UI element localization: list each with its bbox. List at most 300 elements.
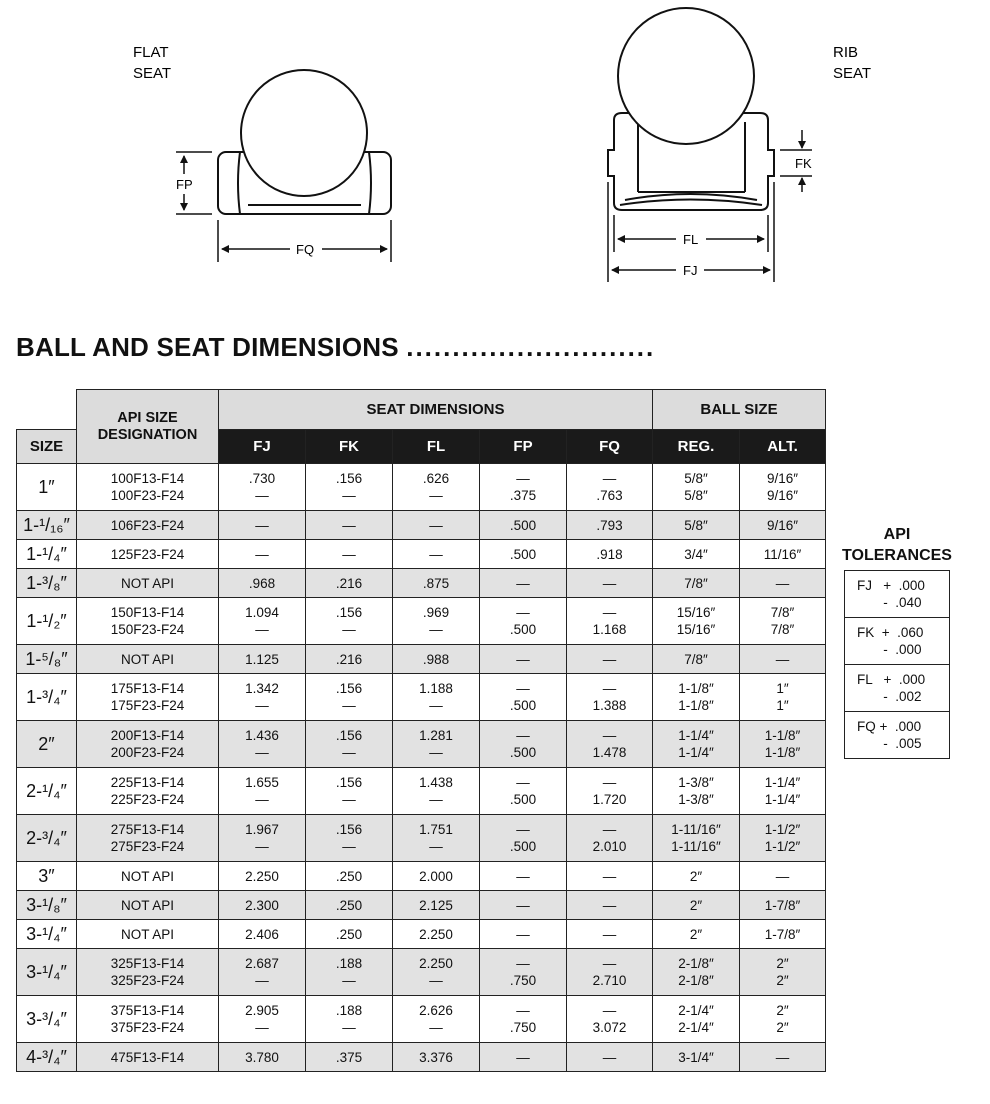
api-cell xyxy=(77,768,219,815)
alt-value: — xyxy=(775,651,790,667)
fk-value: .156 xyxy=(335,471,363,486)
size-cell: 3-¹/₄″ xyxy=(17,949,77,996)
api-value: NOT API xyxy=(120,926,175,942)
fq-cell xyxy=(567,511,653,540)
tolerances-title xyxy=(840,524,954,566)
reg-cell xyxy=(653,768,740,815)
fp-value: .500 xyxy=(509,839,537,854)
reg-value: 1-3/8″ xyxy=(678,792,714,807)
fp-cell xyxy=(480,598,567,645)
fq-value: 1.478 xyxy=(592,745,627,760)
fk-cell xyxy=(306,598,393,645)
size-cell: 2″ xyxy=(17,721,77,768)
reg-value: 15/16″ xyxy=(676,605,716,620)
fj-cell xyxy=(219,569,306,598)
alt-cell xyxy=(740,511,826,540)
fl-value: — xyxy=(429,488,443,503)
fp-cell xyxy=(480,996,567,1043)
fq-cell xyxy=(567,721,653,768)
fl-value: — xyxy=(429,622,443,637)
alt-value: 1-1/2″ xyxy=(764,839,801,854)
tolerance-line: FK + .060 xyxy=(857,625,924,640)
fp-value: .500 xyxy=(509,698,537,713)
fj-value: 2.687 xyxy=(245,956,279,971)
header-api-designation xyxy=(77,390,219,464)
fj-value: 1.342 xyxy=(245,681,279,696)
fj-value: .730 xyxy=(248,471,276,486)
flat-seat-label-line1: FLAT xyxy=(133,44,169,61)
tolerance-line: - .040 xyxy=(857,595,922,610)
fq-cell xyxy=(567,949,653,996)
tolerance-line: - .005 xyxy=(857,736,922,751)
api-cell xyxy=(77,1043,219,1072)
fp-value: — xyxy=(516,926,530,942)
flat-seat-drawing xyxy=(218,70,391,214)
fk-cell xyxy=(306,862,393,891)
api-value: 150F13-F14 xyxy=(110,605,185,620)
fp-value: .500 xyxy=(509,792,537,807)
reg-value: 7/8″ xyxy=(684,651,708,667)
api-value: 175F23-F24 xyxy=(110,698,185,713)
fp-value: — xyxy=(516,868,530,884)
fp-cell xyxy=(480,891,567,920)
fj-cell xyxy=(219,815,306,862)
size-cell: 1-³/₈″ xyxy=(17,569,77,598)
fk-value: .156 xyxy=(335,728,363,743)
fq-value: — xyxy=(602,681,617,696)
fq-value: .793 xyxy=(596,517,623,533)
alt-value: 1″ xyxy=(776,698,789,713)
fj-value: 1.094 xyxy=(245,605,279,620)
header-fj: FJ xyxy=(219,430,306,464)
fk-cell xyxy=(306,996,393,1043)
fj-value: 2.250 xyxy=(245,868,279,884)
fl-value: — xyxy=(429,839,443,854)
fq-cell xyxy=(567,891,653,920)
fq-value: — xyxy=(602,926,617,942)
header-size: SIZE xyxy=(17,430,77,464)
reg-value: 2-1/8″ xyxy=(678,973,714,988)
fp-cell xyxy=(480,511,567,540)
fk-value: — xyxy=(342,517,356,533)
fk-cell xyxy=(306,569,393,598)
alt-value: 2″ xyxy=(776,973,789,988)
size-cell: 3-³/₄″ xyxy=(17,996,77,1043)
table-row xyxy=(17,598,826,645)
fl-value: — xyxy=(429,792,443,807)
fp-value: — xyxy=(516,775,530,790)
reg-cell xyxy=(653,540,740,569)
size-cell: 1-³/₄″ xyxy=(17,674,77,721)
alt-cell xyxy=(740,815,826,862)
fp-value: — xyxy=(516,897,530,913)
fl-value: .969 xyxy=(422,605,450,620)
api-cell xyxy=(77,815,219,862)
fl-value: — xyxy=(429,1020,443,1035)
fp-value: — xyxy=(516,956,530,971)
fq-value: .918 xyxy=(596,546,623,562)
reg-value: 1-11/16″ xyxy=(671,822,721,837)
fl-value: .875 xyxy=(422,575,450,591)
fp-value: .500 xyxy=(509,546,537,562)
alt-value: 2″ xyxy=(776,956,789,971)
fl-value: 1.281 xyxy=(419,728,453,743)
seat-diagram xyxy=(0,0,990,300)
fl-cell xyxy=(393,862,480,891)
fk-cell xyxy=(306,511,393,540)
fk-cell xyxy=(306,891,393,920)
fj-value: — xyxy=(255,622,269,637)
fp-cell xyxy=(480,920,567,949)
fq-cell xyxy=(567,645,653,674)
header-fl: FL xyxy=(393,430,480,464)
header-corner xyxy=(17,390,77,430)
fj-cell xyxy=(219,891,306,920)
fq-value: — xyxy=(602,956,617,971)
fp-cell xyxy=(480,674,567,721)
fk-value: .156 xyxy=(335,775,363,790)
api-cell xyxy=(77,891,219,920)
fl-value: 2.250 xyxy=(419,926,453,942)
fk-cell xyxy=(306,721,393,768)
alt-cell xyxy=(740,464,826,511)
page-title-text: BALL AND SEAT DIMENSIONS xyxy=(16,332,399,362)
api-value: NOT API xyxy=(120,575,175,591)
api-cell xyxy=(77,540,219,569)
fp-cell xyxy=(480,540,567,569)
fj-value: — xyxy=(255,839,269,854)
fl-cell xyxy=(393,721,480,768)
reg-value: 2-1/8″ xyxy=(678,956,714,971)
table-row xyxy=(17,768,826,815)
reg-value: 5/8″ xyxy=(684,488,708,503)
api-value: 200F23-F24 xyxy=(110,745,185,760)
fp-cell xyxy=(480,645,567,674)
alt-cell xyxy=(740,569,826,598)
fq-value: — xyxy=(602,728,617,743)
fl-cell xyxy=(393,768,480,815)
alt-value: 11/16″ xyxy=(763,546,802,562)
reg-cell xyxy=(653,598,740,645)
reg-value: 5/8″ xyxy=(684,471,708,486)
alt-value: 1-1/2″ xyxy=(764,822,801,837)
fq-value: 2.010 xyxy=(592,839,627,854)
alt-value: 7/8″ xyxy=(770,605,795,620)
fp-value: — xyxy=(516,1003,530,1018)
alt-value: 9/16″ xyxy=(766,517,799,533)
alt-cell xyxy=(740,540,826,569)
table-row xyxy=(17,1043,826,1072)
fj-cell xyxy=(219,1043,306,1072)
rib-seat-drawing xyxy=(608,8,774,210)
alt-cell xyxy=(740,674,826,721)
alt-cell xyxy=(740,920,826,949)
alt-cell xyxy=(740,768,826,815)
fl-cell xyxy=(393,540,480,569)
fk-value: — xyxy=(342,546,356,562)
fq-cell xyxy=(567,815,653,862)
fk-value: .156 xyxy=(335,822,363,837)
api-value: 225F13-F14 xyxy=(110,775,185,790)
tolerances-table xyxy=(844,570,950,759)
fk-value: .188 xyxy=(335,1003,363,1018)
size-cell: 1-⁵/₈″ xyxy=(17,645,77,674)
fk-value: — xyxy=(342,745,356,760)
size-cell: 3-¹/₄″ xyxy=(17,920,77,949)
alt-value: 9/16″ xyxy=(766,471,799,486)
fk-value: .250 xyxy=(335,926,363,942)
alt-cell xyxy=(740,996,826,1043)
fj-value: — xyxy=(255,745,269,760)
tolerance-cell xyxy=(845,618,950,665)
fk-value: — xyxy=(342,622,356,637)
fk-value: — xyxy=(342,839,356,854)
reg-value: 2″ xyxy=(689,926,703,942)
fq-value: 1.388 xyxy=(592,698,627,713)
reg-value: 1-1/4″ xyxy=(678,745,714,760)
fj-value: — xyxy=(255,546,269,562)
reg-value: 2″ xyxy=(689,897,703,913)
reg-value: 2-1/4″ xyxy=(678,1003,714,1018)
fq-cell xyxy=(567,1043,653,1072)
fl-value: — xyxy=(429,698,443,713)
alt-value: 1-7/8″ xyxy=(764,926,801,942)
table-row xyxy=(17,511,826,540)
reg-value: 1-1/8″ xyxy=(678,698,714,713)
reg-value: 1-3/8″ xyxy=(678,775,714,790)
api-value: 125F23-F24 xyxy=(110,546,185,562)
alt-cell xyxy=(740,598,826,645)
fk-value: .216 xyxy=(335,651,363,667)
fq-value: 2.710 xyxy=(592,973,627,988)
fl-value: — xyxy=(429,546,443,562)
fj-value: — xyxy=(255,792,269,807)
fj-cell xyxy=(219,920,306,949)
fl-cell xyxy=(393,569,480,598)
table-row xyxy=(17,920,826,949)
fl-value: 2.000 xyxy=(419,868,453,884)
fp-cell xyxy=(480,569,567,598)
size-cell: 2-³/₄″ xyxy=(17,815,77,862)
fk-value: — xyxy=(342,698,356,713)
fq-cell xyxy=(567,768,653,815)
fq-value: — xyxy=(602,897,617,913)
alt-value: — xyxy=(775,868,790,884)
fj-value: — xyxy=(255,488,269,503)
alt-value: 1-1/8″ xyxy=(764,728,801,743)
api-cell xyxy=(77,674,219,721)
dim-fk-label: FK xyxy=(795,156,812,171)
fp-cell xyxy=(480,768,567,815)
header-fq: FQ xyxy=(567,430,653,464)
fk-cell xyxy=(306,815,393,862)
fq-value: — xyxy=(602,775,617,790)
fl-value: .988 xyxy=(422,651,450,667)
fk-cell xyxy=(306,464,393,511)
fp-value: — xyxy=(516,822,530,837)
reg-cell xyxy=(653,815,740,862)
alt-value: 2″ xyxy=(776,1020,789,1035)
fq-value: — xyxy=(602,822,617,837)
fj-value: — xyxy=(255,698,269,713)
fj-cell xyxy=(219,674,306,721)
fk-value: — xyxy=(342,792,356,807)
fk-cell xyxy=(306,920,393,949)
fp-value: — xyxy=(516,681,530,696)
fp-cell xyxy=(480,815,567,862)
tolerance-cell xyxy=(845,712,950,759)
fp-cell xyxy=(480,862,567,891)
alt-cell xyxy=(740,862,826,891)
header-api-line1: API SIZE xyxy=(117,409,178,426)
reg-cell xyxy=(653,862,740,891)
alt-value: 1-7/8″ xyxy=(764,897,801,913)
fq-value: 1.168 xyxy=(592,622,627,637)
fq-cell xyxy=(567,464,653,511)
api-value: 175F13-F14 xyxy=(110,681,185,696)
fp-cell xyxy=(480,721,567,768)
api-value: 275F23-F24 xyxy=(110,839,185,854)
reg-value: 1-1/4″ xyxy=(678,728,714,743)
size-cell: 1-¹/₄″ xyxy=(17,540,77,569)
dimensions-table-body xyxy=(17,464,826,1072)
tolerance-cell xyxy=(845,665,950,712)
fj-cell xyxy=(219,768,306,815)
size-cell: 3″ xyxy=(17,862,77,891)
fj-value: — xyxy=(255,973,269,988)
fj-cell xyxy=(219,862,306,891)
fp-value: .375 xyxy=(509,488,537,503)
fl-cell xyxy=(393,464,480,511)
fl-value: — xyxy=(429,745,443,760)
tolerance-line: - .002 xyxy=(857,689,922,704)
fq-value: — xyxy=(602,575,617,591)
fl-value: 1.751 xyxy=(419,822,453,837)
page-title xyxy=(16,332,655,363)
fl-cell xyxy=(393,598,480,645)
api-value: NOT API xyxy=(120,651,175,667)
alt-value: 1-1/8″ xyxy=(764,745,801,760)
fp-cell xyxy=(480,1043,567,1072)
fp-value: .500 xyxy=(509,517,537,533)
fl-value: 2.125 xyxy=(419,897,453,913)
fl-cell xyxy=(393,815,480,862)
reg-value: 15/16″ xyxy=(676,622,716,637)
fj-value: — xyxy=(255,1020,269,1035)
reg-cell xyxy=(653,645,740,674)
fk-cell xyxy=(306,674,393,721)
fl-value: — xyxy=(429,973,443,988)
fl-cell xyxy=(393,645,480,674)
fp-value: .750 xyxy=(509,973,537,988)
api-cell xyxy=(77,598,219,645)
api-value: 100F23-F24 xyxy=(110,488,185,503)
fl-cell xyxy=(393,920,480,949)
api-value: 375F13-F14 xyxy=(110,1003,185,1018)
alt-value: — xyxy=(775,1049,790,1065)
api-value: 325F23-F24 xyxy=(110,973,185,988)
fk-value: — xyxy=(342,1020,356,1035)
fp-value: .750 xyxy=(509,1020,537,1035)
fl-value: 3.376 xyxy=(419,1049,453,1065)
fl-cell xyxy=(393,1043,480,1072)
fj-value: 1.436 xyxy=(245,728,279,743)
fq-value: — xyxy=(602,471,617,486)
size-cell: 1-¹/₂″ xyxy=(17,598,77,645)
tolerance-line: FQ + .000 xyxy=(857,719,922,734)
header-fp: FP xyxy=(480,430,567,464)
api-value: 275F13-F14 xyxy=(110,822,185,837)
alt-value: — xyxy=(775,575,790,591)
fq-cell xyxy=(567,674,653,721)
header-ball-size: BALL SIZE xyxy=(653,390,826,430)
fl-value: 1.188 xyxy=(419,681,453,696)
table-row xyxy=(17,645,826,674)
fq-cell xyxy=(567,598,653,645)
table-row xyxy=(17,540,826,569)
reg-cell xyxy=(653,891,740,920)
tolerance-cell xyxy=(845,571,950,618)
api-cell xyxy=(77,721,219,768)
reg-value: 3-1/4″ xyxy=(678,1049,714,1065)
alt-value: 1″ xyxy=(776,681,789,696)
fq-cell xyxy=(567,920,653,949)
fj-cell xyxy=(219,721,306,768)
flat-seat-label-line2: SEAT xyxy=(133,65,172,82)
fq-value: — xyxy=(602,1049,617,1065)
fk-cell xyxy=(306,540,393,569)
tolerance-line: FJ + .000 xyxy=(857,578,925,593)
reg-value: 7/8″ xyxy=(684,575,708,591)
alt-value: 2″ xyxy=(776,1003,789,1018)
api-cell xyxy=(77,920,219,949)
api-value: 225F23-F24 xyxy=(110,792,185,807)
reg-value: 2″ xyxy=(689,868,703,884)
fp-value: — xyxy=(516,728,530,743)
api-value: 200F13-F14 xyxy=(110,728,185,743)
reg-cell xyxy=(653,464,740,511)
table-row xyxy=(17,891,826,920)
fl-value: .626 xyxy=(422,471,450,486)
table-row xyxy=(17,674,826,721)
fk-cell xyxy=(306,949,393,996)
fk-cell xyxy=(306,768,393,815)
fq-value: 3.072 xyxy=(592,1020,627,1035)
fj-cell xyxy=(219,996,306,1043)
table-row xyxy=(17,862,826,891)
title-leader-dots: ........................... xyxy=(406,332,656,362)
fq-value: — xyxy=(602,1003,617,1018)
reg-cell xyxy=(653,1043,740,1072)
alt-cell xyxy=(740,645,826,674)
fq-value: — xyxy=(602,651,617,667)
fk-value: — xyxy=(342,488,356,503)
fj-value: .968 xyxy=(248,575,276,591)
size-cell: 1-¹/₁₆″ xyxy=(17,511,77,540)
fj-value: 1.655 xyxy=(245,775,279,790)
fk-value: .156 xyxy=(335,681,363,696)
fq-value: 1.720 xyxy=(592,792,627,807)
size-cell: 1″ xyxy=(17,464,77,511)
fp-value: — xyxy=(516,575,530,591)
fj-value: 2.406 xyxy=(245,926,279,942)
tolerance-line: - .000 xyxy=(857,642,922,657)
fj-cell xyxy=(219,540,306,569)
alt-value: 1-1/4″ xyxy=(764,792,801,807)
fq-value: — xyxy=(602,868,617,884)
fj-cell xyxy=(219,511,306,540)
api-cell xyxy=(77,645,219,674)
